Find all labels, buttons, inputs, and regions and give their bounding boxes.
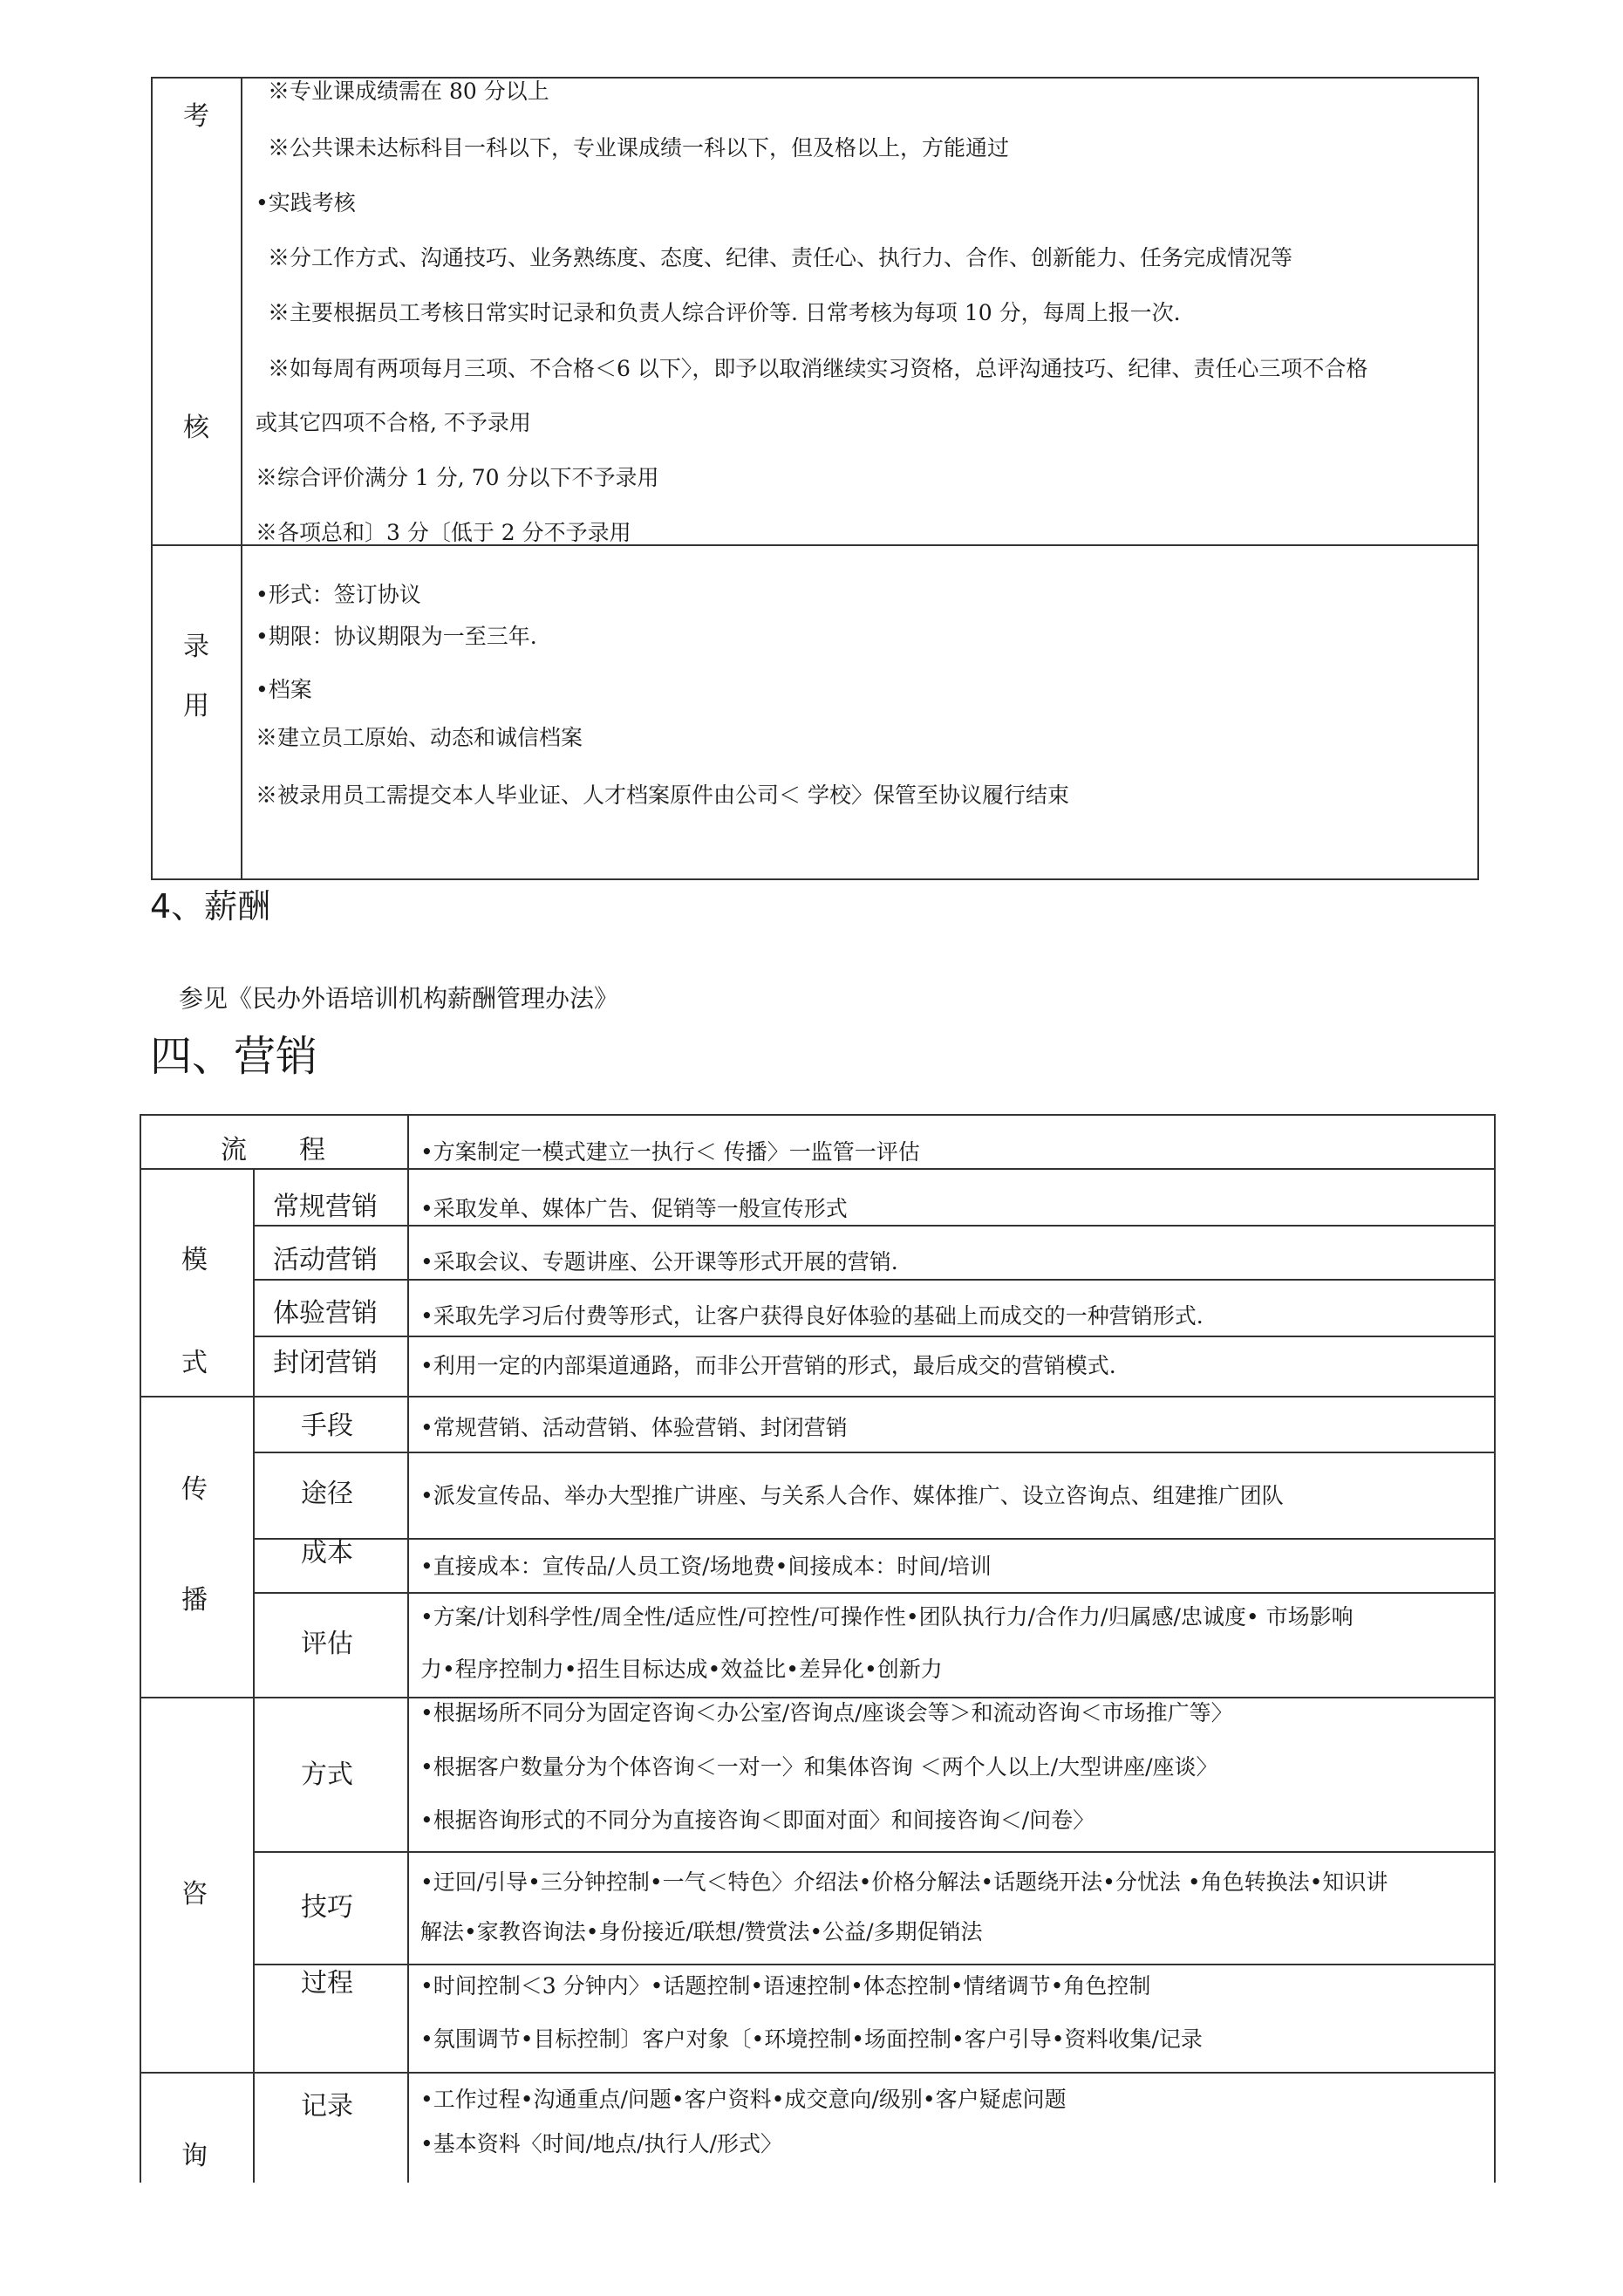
consult-label: 记录 (301, 2091, 353, 2122)
table-border (253, 1336, 1496, 1337)
row-label-lu: 录 (183, 632, 209, 662)
consult-text: •时间控制＜3 分钟内〉•话题控制•语速控制•体态控制•情绪调节•角色控制 (420, 1973, 1151, 1999)
consult-text: •基本资料〈时间/地点/执行人/形式〉 (420, 2131, 783, 2156)
row-label-xun: 询 (181, 2141, 208, 2171)
table-border (151, 878, 1479, 880)
table-border (1494, 1114, 1496, 2183)
consult-text: •氛围调节•目标控制〕客户对象〔•环境控制•场面控制•客户引导•资料收集/记录 (420, 2026, 1203, 2052)
row-label-kao: 考 (183, 101, 209, 132)
spread-text: •直接成本：宣传品/人员工资/场地费•间接成本：时间/培训 (420, 1554, 992, 1579)
table-border (140, 1396, 1496, 1397)
kaohe-line: ※各项总和〕3 分〔低于 2 分不予录用 (256, 520, 631, 545)
consult-text: •根据客户数量分为个体咨询＜一对一〉和集体咨询 ＜两个人以上/大型讲座/座谈〉 (420, 1754, 1218, 1780)
consult-label: 技巧 (301, 1892, 353, 1923)
table-border (253, 1168, 255, 2183)
spread-label: 评估 (301, 1629, 353, 1659)
consult-text: •根据场所不同分为固定咨询＜办公室/咨询点/座谈会等＞和流动咨询＜市场推广等〉 (420, 1700, 1233, 1725)
kaohe-line: 或其它四项不合格, 不予录用 (256, 410, 531, 435)
spread-label: 途径 (301, 1479, 353, 1509)
row-label-chuan: 传 (181, 1474, 208, 1505)
table-border (407, 1114, 409, 2183)
row-label-bo: 播 (181, 1585, 208, 1616)
spread-label: 成本 (301, 1538, 353, 1568)
mode-label: 常规营销 (273, 1192, 378, 1222)
luyong-line: •形式：签订协议 (256, 582, 421, 607)
consult-text: •工作过程•沟通重点/问题•客户资料•成交意向/级别•客户疑虑问题 (420, 2087, 1067, 2112)
luyong-line: •期限：协议期限为一至三年. (256, 624, 537, 649)
spread-text: •方案/计划科学性/周全性/适应性/可控性/可操作性•团队执行力/合作力/归属感/忠诚度• 市场影响 (420, 1604, 1354, 1630)
table-border (253, 1592, 1496, 1594)
table-border (253, 1538, 1496, 1540)
luyong-line: •档案 (256, 677, 312, 702)
mode-label: 体验营销 (273, 1298, 378, 1329)
mode-text: •采取发单、媒体广告、促销等一般宣传形式 (420, 1196, 848, 1221)
table-border (140, 1114, 141, 2183)
mode-text: •利用一定的内部渠道通路，而非公开营销的形式，最后成交的营销模式. (420, 1353, 1116, 1378)
process-text: •方案制定一模式建立一执行＜ 传播〉一监管一评估 (420, 1139, 920, 1165)
kaohe-line: ※公共课未达标科目一科以下，专业课成绩一科以下，但及格以上，方能通过 (268, 135, 1010, 161)
mode-label: 活动营销 (273, 1245, 378, 1275)
consult-label: 方式 (301, 1760, 353, 1790)
section-heading-salary: 4、薪酬 (150, 887, 271, 926)
spread-text: 力•程序控制力•招生目标达成•效益比•差异化•创新力 (420, 1657, 943, 1682)
consult-text: •根据咨询形式的不同分为直接咨询＜即面对面〉和间接咨询＜/问卷〉 (420, 1807, 1095, 1833)
row-label-he: 核 (183, 413, 209, 443)
kaohe-line: ※分工作方式、沟通技巧、业务熟练度、态度、纪律、责任心、执行力、合作、创新能力、任务完成情况等 (268, 245, 1293, 270)
spread-text: •派发宣传品、举办大型推广讲座、与关系人合作、媒体推广、设立咨询点、组建推广团队 (420, 1483, 1284, 1508)
table-border (253, 1225, 1496, 1227)
consult-text: 解法•家教咨询法•身份接近/联想/赞赏法•公益/多期促销法 (420, 1919, 983, 1944)
row-label-process: 流 程 (221, 1135, 325, 1165)
row-label-mo: 模 (181, 1245, 208, 1275)
spread-text: •常规营销、活动营销、体验营销、封闭营销 (420, 1415, 848, 1440)
luyong-line: ※被录用员工需提交本人毕业证、人才档案原件由公司＜ 学校〉保管至协议履行结束 (256, 782, 1069, 808)
row-label-yong: 用 (183, 691, 209, 721)
table-border (1477, 77, 1479, 880)
table-border (140, 1114, 1496, 1116)
table-border (253, 1964, 1496, 1965)
table-border (253, 1279, 1496, 1281)
table-border (140, 1168, 1496, 1170)
mode-label: 封闭营销 (273, 1348, 378, 1378)
row-label-zi: 咨 (181, 1879, 208, 1910)
kaohe-line: ※综合评价满分 1 分, 70 分以下不予录用 (256, 465, 659, 490)
consult-label: 过程 (301, 1968, 353, 1999)
kaohe-line: •实践考核 (256, 190, 356, 215)
section-heading-marketing: 四、营销 (150, 1032, 318, 1081)
salary-reference-text: 参见《民办外语培训机构薪酬管理办法》 (179, 984, 619, 1013)
table-border (140, 1697, 1496, 1698)
table-border (140, 2072, 1496, 2074)
kaohe-line: ※主要根据员工考核日常实时记录和负责人综合评价等. 日常考核为每项 10 分，每周上报一次. (268, 300, 1181, 325)
table-border (241, 77, 242, 880)
kaohe-line: ※专业课成绩需在 80 分以上 (268, 79, 549, 104)
kaohe-line: ※如每周有两项每月三项、不合格＜6 以下〉，即予以取消继续实习资格，总评沟通技巧、纪律、责任心三项不合格 (268, 356, 1368, 381)
table-border (151, 77, 153, 880)
spread-label: 手段 (301, 1411, 353, 1441)
row-label-shi: 式 (181, 1348, 208, 1378)
consult-text: •迂回/引导•三分钟控制•一气＜特色〉介绍法•价格分解法•话题绕开法•分忧法 •角色转换法•知识讲 (420, 1869, 1388, 1895)
table-border (253, 1452, 1496, 1453)
table-border (253, 1851, 1496, 1853)
mode-text: •采取先学习后付费等形式，让客户获得良好体验的基础上而成交的一种营销形式. (420, 1303, 1204, 1329)
mode-text: •采取会议、专题讲座、公开课等形式开展的营销. (420, 1249, 898, 1274)
luyong-line: ※建立员工原始、动态和诚信档案 (256, 725, 583, 750)
